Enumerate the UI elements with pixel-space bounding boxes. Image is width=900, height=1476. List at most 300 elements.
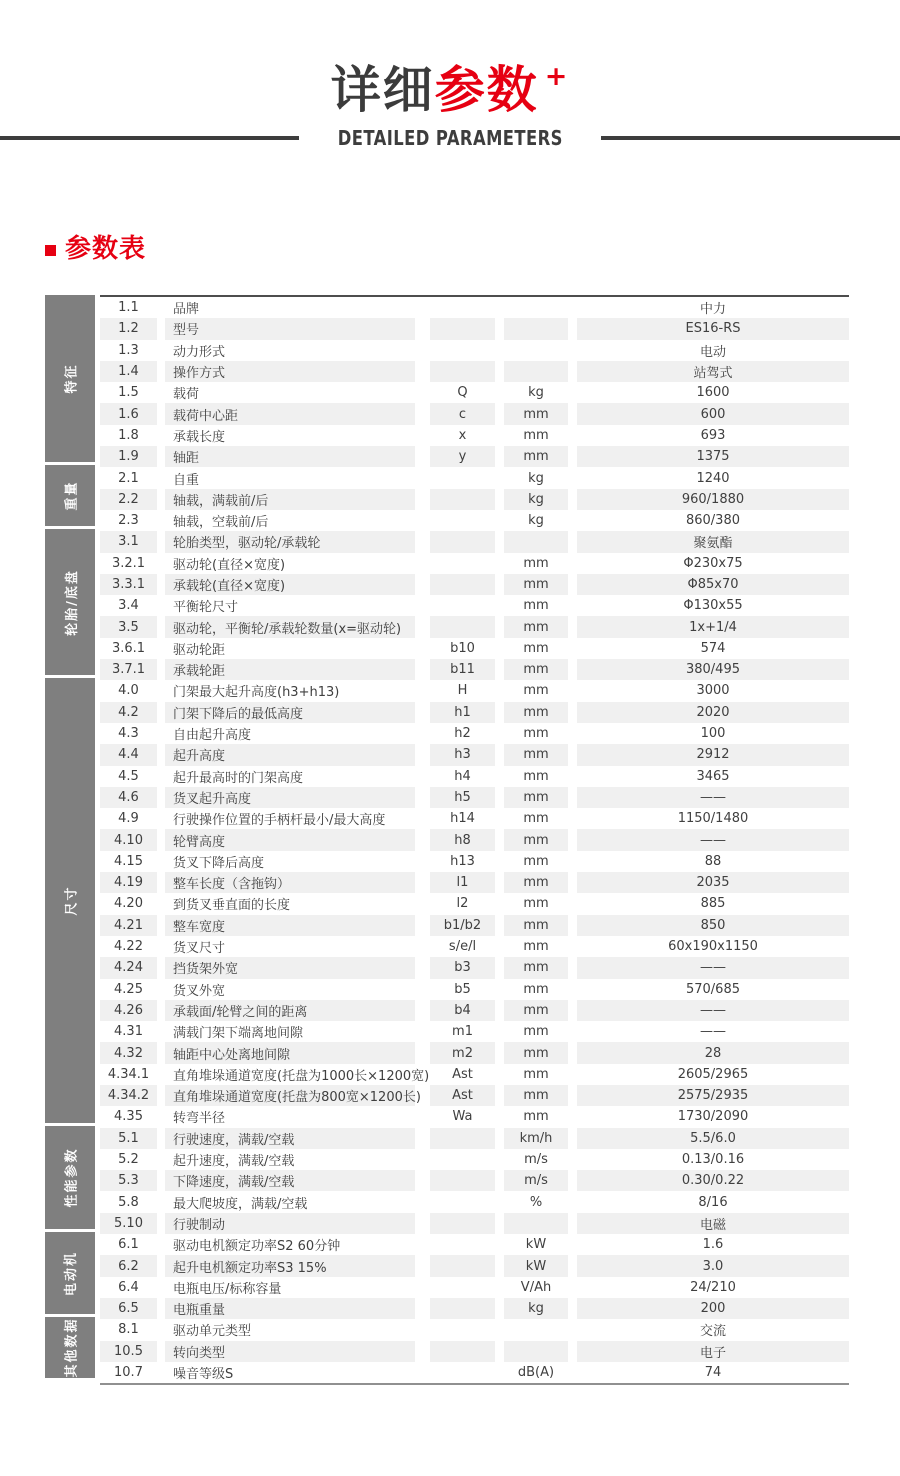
row-description: 驱动单元类型 [173, 1324, 252, 1340]
gap [415, 297, 430, 318]
row-description: 起升高度 [165, 744, 415, 765]
row-description: 驱动电机额定功率S2 60分钟 [173, 1239, 341, 1255]
row-symbol: Q [457, 385, 468, 401]
gap [415, 1149, 430, 1170]
table-row [100, 403, 849, 424]
table-row [100, 595, 849, 616]
gap [495, 531, 504, 552]
gap [568, 1319, 577, 1340]
gap [157, 467, 165, 488]
gap [568, 297, 577, 318]
row-number: 1.6 [100, 403, 157, 424]
row-description: 整车宽度 [165, 915, 415, 936]
table-row [100, 702, 849, 723]
section-header [45, 228, 146, 265]
row-description: 直角堆垛通道宽度(托盘为1000长×1200宽) [173, 1068, 430, 1084]
row-value: Φ230x75 [683, 555, 743, 571]
table-row [100, 1213, 849, 1234]
gap [568, 1255, 577, 1276]
page-header [0, 0, 900, 150]
row-symbol: h5 [430, 787, 495, 808]
row-value: 28 [577, 1042, 849, 1063]
row-value: 88 [704, 853, 722, 869]
gap [495, 787, 504, 808]
row-value: 960/1880 [577, 489, 849, 510]
subtitle [0, 126, 900, 150]
gap [568, 489, 577, 510]
row-unit: kW [504, 1255, 568, 1276]
row-symbol: h8 [430, 829, 495, 850]
table-row [100, 851, 849, 872]
row-symbol [430, 297, 495, 318]
row-value: 1x+1/4 [577, 616, 849, 637]
row-symbol: h3 [430, 744, 495, 765]
row-number: 4.6 [100, 787, 157, 808]
row-description: 起升速度，满载/空载 [173, 1154, 295, 1170]
gap [495, 1213, 504, 1234]
gap [568, 638, 577, 659]
section-title: 参数表 [65, 234, 147, 264]
row-value: 2035 [577, 872, 849, 893]
gap [495, 1234, 504, 1255]
gap [495, 1106, 504, 1127]
row-symbol [430, 1128, 495, 1149]
table-row [100, 1106, 849, 1127]
row-description: 整车长度（含拖钩） [165, 872, 415, 893]
row-value: 5.5/6.0 [577, 1128, 849, 1149]
title-dark-part: 详细 [330, 61, 435, 119]
row-unit: kg [528, 385, 544, 401]
row-unit: mm [504, 957, 568, 978]
gap [415, 553, 430, 574]
row-unit: mm [523, 1024, 549, 1040]
row-unit: mm [523, 811, 549, 827]
table-row [100, 1341, 849, 1362]
gap [157, 1149, 165, 1170]
gap [415, 574, 430, 595]
gap [157, 1106, 165, 1127]
row-unit: kg [528, 513, 544, 529]
row-symbol: b4 [430, 1000, 495, 1021]
row-unit: mm [523, 939, 549, 955]
category-block [45, 678, 95, 1122]
gap [568, 893, 577, 914]
gap [495, 1298, 504, 1319]
gap [568, 1277, 577, 1298]
gap [157, 1277, 165, 1298]
row-unit [504, 1213, 568, 1234]
row-number: 4.3 [118, 726, 139, 742]
row-number: 1.8 [118, 427, 139, 443]
row-symbol: l1 [430, 872, 495, 893]
row-number: 3.2.1 [111, 555, 146, 571]
row-unit: mm [504, 872, 568, 893]
row-symbol: b10 [450, 640, 475, 656]
gap [157, 510, 165, 531]
row-symbol: s/e/l [448, 939, 477, 955]
gap [495, 829, 504, 850]
row-value: 885 [700, 896, 726, 912]
row-unit: mm [523, 598, 549, 614]
row-description: 起升电机额定功率S3 15% [165, 1255, 415, 1276]
table-row [100, 915, 849, 936]
gap [415, 808, 430, 829]
row-value: 1375 [577, 446, 849, 467]
gap [568, 1106, 577, 1127]
row-number: 6.1 [118, 1237, 139, 1253]
gap [157, 1255, 165, 1276]
gap [568, 1042, 577, 1063]
gap [568, 723, 577, 744]
row-description: 货叉尺寸 [173, 941, 226, 957]
table-row [100, 382, 849, 403]
table-row [100, 766, 849, 787]
gap [495, 553, 504, 574]
gap [415, 318, 430, 339]
gap [568, 1191, 577, 1212]
gap [568, 872, 577, 893]
gap [157, 616, 165, 637]
gap [568, 1128, 577, 1149]
gap [568, 1149, 577, 1170]
row-unit: mm [504, 1000, 568, 1021]
row-description: 轴载，空载前/后 [173, 515, 269, 531]
row-unit: mm [504, 1085, 568, 1106]
category-block [45, 1232, 95, 1314]
row-symbol [430, 1341, 495, 1362]
row-description: 驱动轮，平衡轮/承载轮数量(x=驱动轮) [165, 616, 415, 637]
gap [568, 1000, 577, 1021]
row-symbol: Wa [452, 1109, 473, 1125]
row-value: 1.6 [702, 1237, 724, 1253]
gap [568, 340, 577, 361]
table-row [100, 808, 849, 829]
gap [157, 531, 165, 552]
row-value: 8/16 [698, 1194, 728, 1210]
row-number: 4.10 [100, 829, 157, 850]
gap [157, 1021, 165, 1042]
gap [568, 1170, 577, 1191]
gap [568, 1213, 577, 1234]
gap [495, 744, 504, 765]
gap [415, 1021, 430, 1042]
row-number: 4.21 [100, 915, 157, 936]
gap [495, 318, 504, 339]
table-row [100, 893, 849, 914]
gap [415, 467, 430, 488]
gap [415, 1128, 430, 1149]
gap [495, 893, 504, 914]
row-unit: V/Ah [520, 1279, 552, 1295]
gap [157, 382, 165, 403]
gap [495, 382, 504, 403]
row-unit: mm [523, 726, 549, 742]
table-row [100, 1042, 849, 1063]
row-unit: kg [504, 489, 568, 510]
gap [157, 723, 165, 744]
row-number: 1.4 [100, 361, 157, 382]
table-row [100, 340, 849, 361]
gap [415, 872, 430, 893]
row-unit [504, 361, 568, 382]
row-value: 2912 [577, 744, 849, 765]
gap [495, 1362, 504, 1383]
row-value: 站驾式 [577, 361, 849, 382]
gap [495, 1149, 504, 1170]
gap [495, 872, 504, 893]
row-description: 货叉起升高度 [165, 787, 415, 808]
gap [415, 446, 430, 467]
red-square-bullet-icon [45, 245, 56, 256]
row-value: —— [577, 1000, 849, 1021]
row-symbol [430, 1191, 495, 1212]
row-number: 3.4 [118, 598, 139, 614]
row-unit: mm [523, 896, 549, 912]
gap [495, 808, 504, 829]
row-value: 74 [704, 1364, 722, 1380]
row-description: 自由起升高度 [173, 728, 252, 744]
gap [495, 1021, 504, 1042]
gap [568, 1341, 577, 1362]
row-number: 4.25 [114, 981, 143, 997]
row-unit [504, 531, 568, 552]
gap [415, 1106, 430, 1127]
gap [568, 1085, 577, 1106]
row-description: 轮胎类型，驱动轮/承载轮 [165, 531, 415, 552]
gap [568, 318, 577, 339]
gap [495, 957, 504, 978]
row-symbol [430, 1255, 495, 1276]
gap [495, 1128, 504, 1149]
gap [495, 1042, 504, 1063]
gap [415, 787, 430, 808]
row-value: 聚氨酯 [577, 531, 849, 552]
gap [568, 766, 577, 787]
gap [568, 574, 577, 595]
row-symbol [430, 531, 495, 552]
row-unit: mm [523, 1109, 549, 1125]
row-unit: kW [525, 1237, 547, 1253]
row-description: 承载轮距 [165, 659, 415, 680]
row-symbol [430, 340, 495, 361]
gap [157, 1170, 165, 1191]
gap [495, 467, 504, 488]
gap [568, 510, 577, 531]
row-symbol [430, 510, 495, 531]
row-value: —— [700, 1024, 726, 1040]
gap [495, 489, 504, 510]
gap [415, 1277, 430, 1298]
row-unit: kg [504, 1298, 568, 1319]
row-description: 起升最高时的门架高度 [173, 770, 304, 786]
row-unit: mm [523, 640, 549, 656]
row-symbol [430, 595, 495, 616]
gap [568, 553, 577, 574]
row-symbol: h2 [454, 726, 471, 742]
gap [495, 1170, 504, 1191]
category-block [45, 1317, 95, 1378]
row-value: 600 [577, 403, 849, 424]
row-number: 4.26 [100, 1000, 157, 1021]
row-unit: km/h [504, 1128, 568, 1149]
gap [157, 1042, 165, 1063]
row-number: 4.32 [100, 1042, 157, 1063]
table-row [100, 936, 849, 957]
gap [495, 1064, 504, 1085]
row-description: 转弯半径 [173, 1111, 226, 1127]
row-symbol: b1/b2 [430, 915, 495, 936]
row-number: 1.1 [118, 300, 139, 316]
table-row [100, 979, 849, 1000]
table-row [100, 659, 849, 680]
table-row [100, 957, 849, 978]
row-value: 中力 [699, 302, 726, 318]
table-row [100, 638, 849, 659]
gap [415, 595, 430, 616]
gap [415, 744, 430, 765]
row-value: 3465 [696, 768, 730, 784]
gap [157, 1362, 165, 1383]
row-unit: mm [523, 981, 549, 997]
gap [415, 893, 430, 914]
row-symbol: x [458, 427, 467, 443]
row-number: 2.1 [118, 470, 139, 486]
row-symbol [430, 1213, 495, 1234]
row-symbol: h13 [450, 853, 475, 869]
table-row [100, 1170, 849, 1191]
category-label: 性能参数 [64, 1147, 80, 1208]
gap [415, 361, 430, 382]
category-block [45, 465, 95, 526]
table-row [100, 787, 849, 808]
row-unit: mm [504, 574, 568, 595]
row-value: 交流 [699, 1324, 726, 1340]
row-value: 1730/2090 [677, 1109, 749, 1125]
table-row [100, 553, 849, 574]
gap [415, 829, 430, 850]
gap [415, 979, 430, 1000]
row-value: 1600 [696, 385, 730, 401]
gap [415, 1362, 430, 1383]
gap [157, 936, 165, 957]
row-value: 0.13/0.16 [681, 1152, 745, 1168]
row-value: 380/495 [577, 659, 849, 680]
row-unit [504, 318, 568, 339]
row-value: 850 [577, 915, 849, 936]
gap [157, 638, 165, 659]
row-value: 0.30/0.22 [577, 1170, 849, 1191]
row-number: 4.34.1 [107, 1066, 150, 1082]
gap [568, 915, 577, 936]
row-unit: mm [504, 1042, 568, 1063]
row-unit [504, 1319, 568, 1340]
row-symbol [430, 553, 495, 574]
row-symbol: Ast [430, 1085, 495, 1106]
row-number: 5.10 [100, 1213, 157, 1234]
gap [415, 1085, 430, 1106]
gap [568, 361, 577, 382]
gap [415, 1042, 430, 1063]
row-value: —— [577, 787, 849, 808]
row-value: 3.0 [577, 1255, 849, 1276]
gap [495, 1341, 504, 1362]
row-value: 2575/2935 [577, 1085, 849, 1106]
row-description: 承载面/轮臂之间的距离 [165, 1000, 415, 1021]
row-value: ES16-RS [577, 318, 849, 339]
row-number: 1.2 [100, 318, 157, 339]
gap [415, 936, 430, 957]
gap [157, 829, 165, 850]
gap [495, 403, 504, 424]
row-number: 4.19 [100, 872, 157, 893]
row-unit: % [529, 1194, 543, 1210]
row-unit [504, 297, 568, 318]
gap [157, 979, 165, 1000]
row-symbol: m1 [452, 1024, 473, 1040]
row-description: 轴载，满载前/后 [165, 489, 415, 510]
row-unit: mm [504, 915, 568, 936]
gap [495, 510, 504, 531]
gap [495, 425, 504, 446]
row-number: 6.4 [118, 1279, 139, 1295]
row-description: 承载长度 [173, 429, 226, 445]
row-value: 电磁 [577, 1213, 849, 1234]
row-symbol: m2 [430, 1042, 495, 1063]
row-number: 1.3 [118, 342, 139, 358]
row-value: 860/380 [685, 513, 740, 529]
row-number: 6.5 [100, 1298, 157, 1319]
row-number: 4.15 [114, 853, 143, 869]
gap [495, 936, 504, 957]
row-value: 570/685 [685, 981, 740, 997]
row-description: 载荷中心距 [165, 403, 415, 424]
gap [568, 1064, 577, 1085]
gap [568, 403, 577, 424]
row-unit: kg [528, 470, 544, 486]
table-row [100, 1085, 849, 1106]
table-row [100, 1149, 849, 1170]
table-rows [100, 295, 849, 1385]
row-symbol [430, 616, 495, 637]
gap [157, 340, 165, 361]
gap [415, 382, 430, 403]
gap [568, 851, 577, 872]
gap [157, 1085, 165, 1106]
row-symbol [430, 361, 495, 382]
row-description: 电瓶重量 [165, 1298, 415, 1319]
row-unit: mm [523, 853, 549, 869]
row-description: 轴距中心处离地间隙 [165, 1042, 415, 1063]
gap [157, 744, 165, 765]
gap [415, 489, 430, 510]
table-row [100, 467, 849, 488]
gap [568, 787, 577, 808]
gap [568, 744, 577, 765]
table-row [100, 616, 849, 637]
row-value: 574 [700, 640, 726, 656]
gap [568, 829, 577, 850]
gap [157, 659, 165, 680]
row-symbol [430, 1170, 495, 1191]
gap [157, 595, 165, 616]
gap [157, 1064, 165, 1085]
row-description: 下降速度，满载/空载 [165, 1170, 415, 1191]
row-unit: m/s [504, 1170, 568, 1191]
row-unit: mm [523, 427, 549, 443]
gap [568, 382, 577, 403]
row-number: 10.7 [114, 1364, 143, 1380]
row-number: 3.1 [100, 531, 157, 552]
